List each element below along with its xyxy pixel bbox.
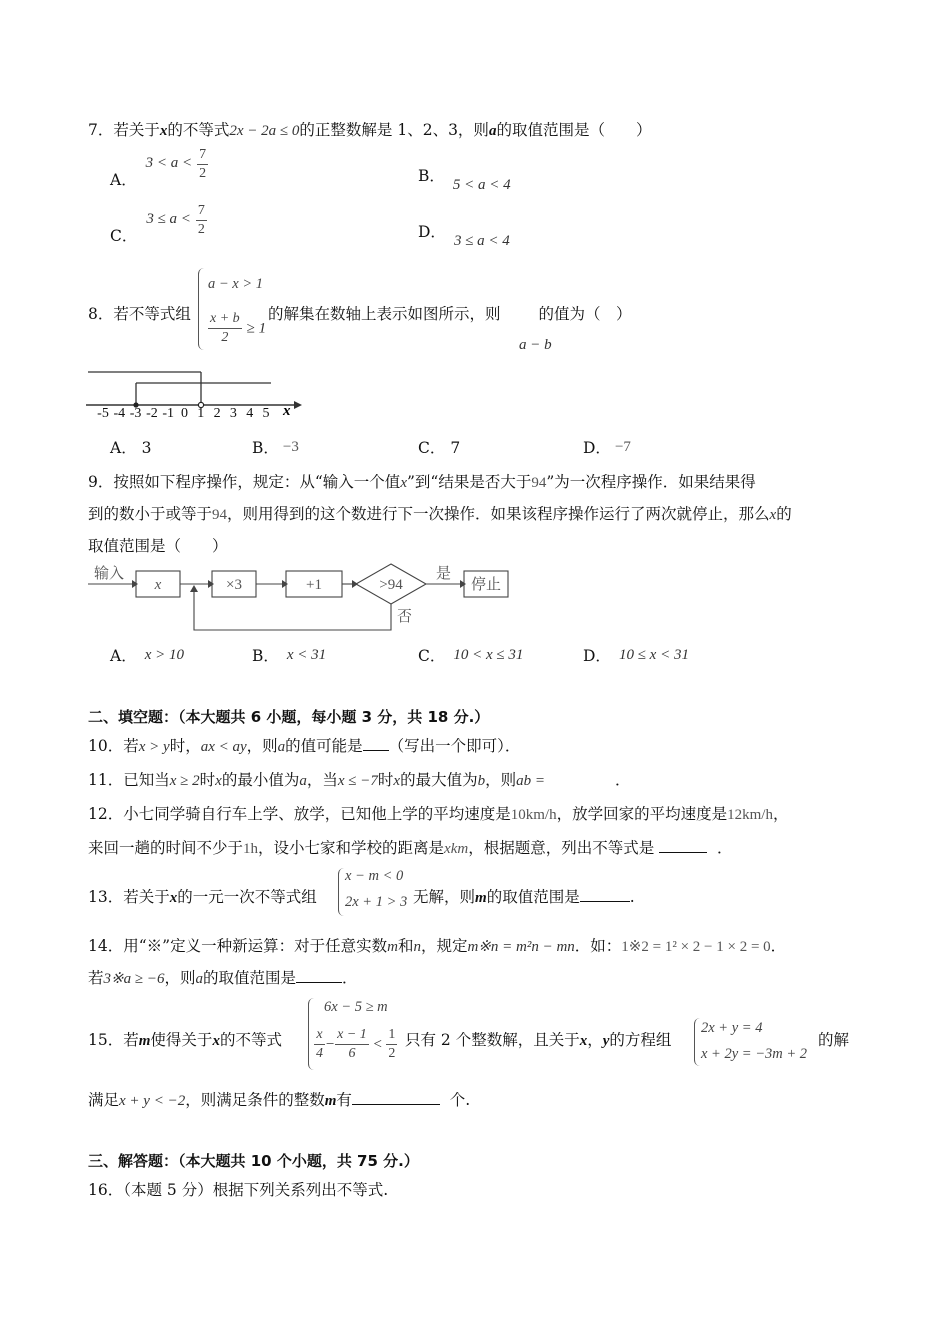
flow-diamond-compare: >94 — [379, 577, 403, 593]
flow-box-times3: ×3 — [226, 577, 242, 593]
q7-option-d[interactable]: D． 3 ≤ a < 4 — [418, 223, 510, 249]
q15-line2: 满足x + y < −2，则满足条件的整数m有 个. — [88, 1091, 471, 1109]
q9-flowchart — [86, 560, 516, 634]
section-2-title: 二、填空题：（本大题共 6 小题，每小题 3 分，共 18 分.） — [88, 708, 490, 726]
q14-line2: 若3※a ≥ −6，则a的取值范围是 ． — [88, 969, 358, 987]
flow-box-plus1: +1 — [306, 577, 322, 593]
axis-tick-label: 5 — [262, 406, 270, 420]
q8-stem-left: 8．若不等式组 — [88, 305, 191, 323]
q9-line2: 到的数小于或等于94，则用得到的这个数进行下一次操作．如果该程序操作运行了两次就停止，那么x的 — [88, 505, 792, 523]
q8-stem-right: 的解集在数轴上表示如图所示，则 的值为（ ） — [268, 305, 632, 323]
q15-stem-a: 15．若m使得关于x的不等式 — [88, 1031, 282, 1049]
section-3-title: 三、解答题：（本大题共 10 个小题，共 75 分.） — [88, 1152, 419, 1170]
q15-stem-b: 只有 2 个整数解，且关于x，y的方程组 — [405, 1031, 672, 1049]
q15-system-line2: x + 2y = −3m + 2 — [701, 1046, 807, 1062]
q13-stem-right: 无解，则m的取值范围是 . — [413, 888, 635, 906]
q10: 10．若x > y时，ax < ay，则a的值可能是 （写出一个即可）． — [88, 737, 521, 755]
q8-system-brace — [198, 268, 207, 350]
flow-yes-label: 是 — [436, 566, 452, 582]
q15-ineq-line1: 6x − 5 ≥ m — [324, 999, 388, 1015]
q11: 11．已知当x ≥ 2时x的最小值为a，当x ≤ −7时x的最大值为b，则ab = ． — [88, 771, 631, 789]
q8-expression: a − b — [519, 337, 552, 353]
q8-number-line — [86, 364, 306, 420]
q15-system-brace — [694, 1018, 701, 1066]
axis-tick-label: 2 — [213, 406, 221, 420]
q14-line1: 14．用“※”定义一种新运算：对于任意实数m和n，规定m※n = m²n − mn．如：1※2 = 1² × 2 − 1 × 2 = 0． — [88, 937, 787, 955]
q8-option-c[interactable]: C． 7 — [418, 439, 461, 457]
q9-line1: 9．按照如下程序操作，规定：从“输入一个值x”到“结果是否大于94”为一次程序操作．如果结果得 — [88, 473, 756, 491]
q8-system-line2: $\frac{x + b}{2}$ ≥ 1 — [210, 311, 267, 345]
q9-option-b[interactable]: B． x < 31 — [252, 647, 327, 665]
q12-line2: 来回一趟的时间不少于1h，设小七家和学校的距离是xkm，根据题意，列出不等式是 ． — [88, 839, 733, 857]
q9-option-a[interactable]: A． x > 10 — [110, 647, 184, 665]
axis-var-label: x — [283, 403, 291, 419]
q16: 16．（本题 5 分）根据下列关系列出不等式. — [88, 1181, 389, 1199]
q8-option-a[interactable]: A． 3 — [110, 439, 152, 457]
q9-line3: 取值范围是（ ） — [88, 537, 228, 555]
flow-no-label: 否 — [397, 609, 413, 625]
q12-line1: 12．小七同学骑自行车上学、放学，已知他上学的平均速度是10km/h，放学回家的平均速度是12km/h， — [88, 805, 789, 823]
q8-system-line1: a − x > 1 — [208, 276, 264, 292]
q13-stem: 13．若关于x的一元一次不等式组 — [88, 888, 317, 906]
flow-stop-box: 停止 — [470, 577, 502, 593]
axis-tick-label: -5 — [97, 406, 109, 420]
axis-tick-label: -4 — [113, 406, 126, 420]
flow-box-x: x — [154, 577, 162, 593]
axis-tick-label: 3 — [229, 406, 237, 420]
q7-option-b[interactable]: B． 5 < a < 4 — [418, 167, 511, 193]
axis-tick-label: 4 — [246, 406, 254, 420]
axis-tick-label: 0 — [181, 406, 188, 420]
axis-tick-label: 1 — [197, 406, 205, 420]
q7-option-c[interactable]: C． 3 ≤ a < $\frac{7}{2}$ — [110, 203, 205, 245]
q7-option-a[interactable]: A． 3 < a < $\frac{7}{2}$ — [110, 147, 207, 189]
q15-answer-blank[interactable] — [352, 1090, 440, 1105]
q8-option-b[interactable]: B． −3 — [252, 439, 299, 457]
q8-option-d[interactable]: D． −7 — [583, 439, 631, 457]
q15-system-line1: 2x + y = 4 — [701, 1020, 763, 1036]
q15-ineq-line2: $\frac{x}{4}$ − $\frac{x - 1}{6}$ < $\frac{1}{2}$ — [316, 1027, 396, 1061]
q13-system-brace — [338, 868, 345, 916]
flow-input-label: 输入 — [94, 566, 125, 582]
q9-option-d[interactable]: D． 10 ≤ x < 31 — [583, 647, 689, 665]
q14-answer-blank[interactable] — [296, 968, 342, 983]
q15-stem-c: 的解 — [818, 1031, 850, 1049]
q7-inequality: 2x − 2a ≤ 0 — [229, 123, 300, 139]
q10-answer-blank[interactable] — [363, 736, 389, 751]
q13-system-line2: 2x + 1 > 3 — [345, 894, 408, 910]
q7-stem: 7．若关于x的不等式2x − 2a ≤ 0的正整数解是 1、2、3，则a的取值范围是（ ） — [88, 121, 652, 139]
axis-tick-label: -3 — [129, 406, 142, 420]
q13-answer-blank[interactable] — [580, 887, 630, 902]
q9-option-c[interactable]: C． 10 < x ≤ 31 — [418, 647, 524, 665]
q13-system-line1: x − m < 0 — [345, 868, 404, 884]
axis-tick-label: -1 — [162, 406, 175, 420]
q12-answer-blank[interactable] — [659, 838, 707, 853]
axis-tick-label: -2 — [146, 406, 158, 420]
